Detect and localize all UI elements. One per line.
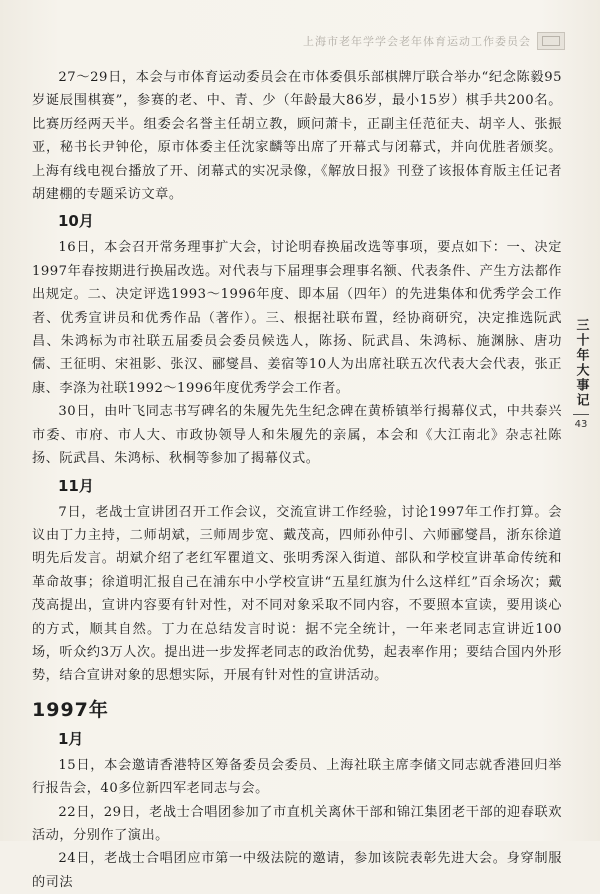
paragraph-memorial-unveiling: 30日，由叶飞同志书写碑名的朱履先先生纪念碑在黄桥镇举行揭幕仪式，中共泰兴市委、市府、市人大、市政协领导人和朱履先的亲属，本会和《大江南北》杂志社陈扬、阮武昌、朱鸿标、秋桐等参加了揭幕仪式。 [32, 404, 562, 467]
page-number: 43 [574, 419, 588, 430]
body-text [32, 66, 562, 894]
month-heading-january: 1月 [58, 729, 84, 748]
year-heading-1997: 1997年 [32, 698, 109, 721]
paragraph-council-meeting: 16日，本会召开常务理事扩大会，讨论明春换届改选等事项，要点如下：一、决定1997年春按期进行换届改选。对代表与下届理事会理事名额、代表条件、产生方法都作出规定。二、决定评选1993～1996年度、即本届（四年）的先进集体和优秀学会工作者、优秀宣讲员和优秀作品（著作）。三、根据社联布置，经协商研究，决定推选阮武昌、朱鸿标为市社联五届委员会委员候选人，陈扬、阮武昌、朱鸿标、施渊脉、唐功儒、王征明、宋祖影、张汉、郦燮昌、姜宿等10人为出席社联五次代表大会代表，张正康、李涤为社联1992～1996年度优秀学会工作者。 [32, 240, 562, 396]
running-title: 上海市老年学学会老年体育运动工作委员会 [303, 35, 531, 48]
month-heading-october: 10月 [58, 212, 94, 231]
header-logo-icon [537, 32, 565, 50]
paragraph-choir-spring-event: 22日，29日，老战士合唱团参加了市直机关离休干部和锦江集团老干部的迎春联欢活动，分别作了演出。 [32, 804, 562, 843]
paragraph-choir-court-event: 24日，老战士合唱团应市第一中级法院的邀请，参加该院表彰先进大会。身穿制服的司法 [32, 851, 562, 890]
side-divider [573, 414, 589, 415]
paragraph-go-tournament: 27～29日，本会与市体育运动委员会在市体委俱乐部棋牌厅联合举办“纪念陈毅95岁诞辰围棋赛”，参赛的老、中、青、少（年龄最大86岁，最小15岁）棋手共200名。比赛历经两天半。组委会名誉主任胡立教，顾问萧卡，正副主任范征夫、胡辛人、张振亚，秘书长尹钟伦，原市体委主任沈家麟等出席了开幕式与闭幕式，并向优胜者颁奖。上海有线电视台播放了开、闭幕式的实况录像，《解放日报》刊登了该报体育版主任记者胡建棚的专题采访文章。 [32, 70, 562, 203]
running-header [290, 30, 565, 52]
paragraph-hongkong-report: 15日，本会邀请香港特区筹备委员会委员、上海社联主席李储文同志就香港回归举行报告会，40多位新四军老同志与会。 [32, 757, 562, 797]
section-title: 三十年大事记 [573, 318, 589, 408]
side-margin-tab [570, 318, 592, 430]
month-heading-november: 11月 [58, 476, 94, 495]
paragraph-lecture-group-meeting: 7日，老战士宣讲团召开工作会议，交流宣讲工作经验，讨论1997年工作打算。会议由丁力主持，二师胡斌，三师周步宽、戴茂高，四师孙仲引、六师郦燮昌，浙东徐道明先后发言。胡斌介绍了老红军瞿道文、张明秀深入街道、部队和学校宣讲革命传统和革命故事；徐道明汇报自己在浦东中小学校宣讲“五星红旗为什么这样红”百余场次；戴茂高提出，宣讲内容要有针对性，对不同对象采取不同内容，不要照本宣读，要用谈心的方式，顺其自然。丁力在总结发言时说：据不完全统计，一年来老同志宣讲近100场，听众约3万人次。提出进一步发挥老同志的政治优势，起表率作用；要结合国内外形势，结合宣讲对象的思想实际，开展有针对性的宣讲活动。 [32, 504, 562, 684]
